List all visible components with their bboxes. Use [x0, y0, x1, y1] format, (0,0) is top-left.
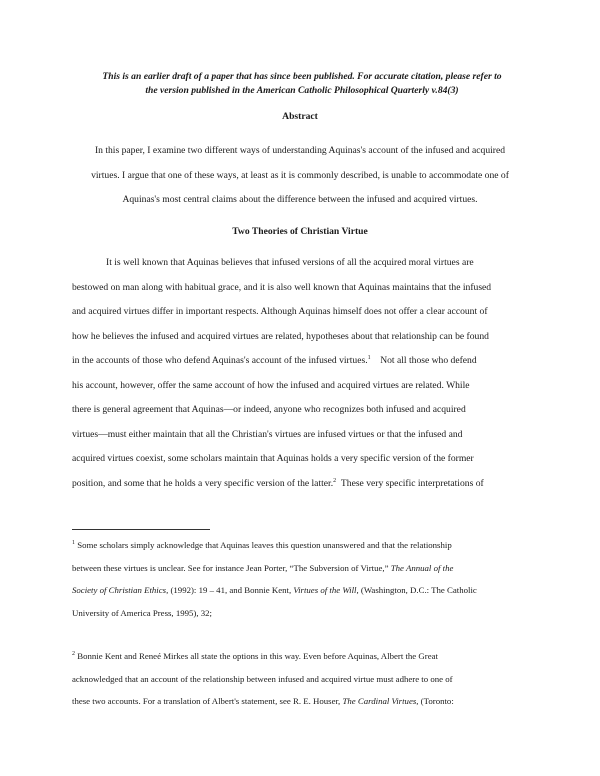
book-title: The Cardinal Virtues: [342, 696, 417, 706]
footnote-2: [72, 645, 538, 713]
body-line: his account, however, offer the same account of how the infused and acquired virtues are related. While: [72, 379, 470, 391]
footnote-divider: [72, 529, 210, 530]
body-line: [72, 472, 538, 497]
footnote-text: these two accounts. For a translation of Albert's statement, see R. E. Houser,: [72, 696, 341, 706]
body-line: bestowed on man along with habitual grace, and it is also well known that Aquinas maintains that the infused: [72, 281, 492, 293]
footnote-text: , (Washington, D.C.: The Catholic: [356, 585, 477, 595]
journal-title: Society of Christian Ethics: [72, 585, 167, 595]
body-text-segment: These very specific interpretations of: [340, 477, 484, 489]
body-text-segment: position, and some that he holds a very specific version of the latter.: [72, 477, 334, 489]
journal-title: The Annual of the: [390, 562, 454, 573]
footnote-line: [72, 579, 538, 602]
notice-line: the version published in the American Catholic Philosophical Quarterly v.84(3): [145, 85, 459, 96]
footnote-text: , (1992): 19 – 41, and Bonnie Kent,: [166, 585, 292, 595]
footnote-line: [72, 534, 538, 557]
body-line: acquired virtues coexist, some scholars maintain that Aquinas holds a very specific version of the former: [72, 453, 474, 464]
body-line: there is general agreement that Aquinas—or indeed, anyone who recognizes both infused and acquired: [72, 404, 466, 415]
footnote-line: [72, 645, 538, 668]
footnote-number: 1: [72, 540, 75, 547]
body-line: how he believes the infused and acquired virtues are related, hypotheses about that relationship can be found: [72, 330, 489, 342]
footnote-line: [72, 690, 538, 713]
footnote-number: 2: [72, 651, 75, 658]
footnote-text: Some scholars simply acknowledge that Aquinas leaves this question unanswered and that the relationship: [77, 540, 452, 550]
footnote-ref-1[interactable]: 1: [367, 354, 371, 361]
abstract-heading: Abstract: [282, 111, 318, 122]
abstract-body: [60, 139, 540, 213]
body-line: and acquired virtues differ in important respects. Although Aquinas himself does not offer a clear account of: [72, 306, 488, 317]
body-line: It is well known that Aquinas believes that infused versions of all the acquired moral virtues are: [106, 257, 474, 268]
footnote-line: [72, 557, 538, 580]
footnote-1: [72, 534, 538, 624]
notice-line: This is an earlier draft of a paper that has since been published. For accurate citation, please refer to: [102, 71, 502, 82]
body-text-segment: Not all those who defend: [380, 355, 477, 366]
abstract-line: Aquinas's most central claims about the difference between the infused and acquired virtues.: [122, 194, 478, 205]
abstract-line: virtues. I argue that one of these ways, at least as it is commonly described, is unable to accommodate one of: [91, 169, 509, 181]
footnote-text: Bonnie Kent and Reneé Mirkes all state the options in this way. Even before Aquinas, Albert the Great: [77, 651, 438, 661]
body-line: virtues—must either maintain that all the Christian's virtues are infused virtues or that the infused and: [72, 428, 463, 440]
section-heading: Two Theories of Christian Virtue: [232, 226, 368, 237]
footnote-line: University of America Press, 1995), 32;: [72, 607, 212, 618]
body-text-segment: in the accounts of those who defend Aquinas's account of the infused virtues.: [72, 355, 368, 366]
footnote-ref-2[interactable]: 2: [333, 477, 337, 484]
footnote-text: , (Toronto:: [416, 696, 454, 706]
body-line: [72, 349, 538, 374]
book-title: Virtues of the Will: [293, 585, 357, 595]
body-paragraph: [72, 251, 538, 496]
abstract-line: In this paper, I examine two different ways of understanding Aquinas's account of the infused and acquired: [94, 145, 506, 156]
footnote-line: acknowledged that an account of the relationship between infused and acquired virtue must adhere to one of: [72, 673, 453, 684]
footnote-text: between these virtues is unclear. See for instance Jean Porter, “The Subversion of Virtue,”: [72, 562, 389, 573]
publication-notice: [62, 70, 542, 98]
